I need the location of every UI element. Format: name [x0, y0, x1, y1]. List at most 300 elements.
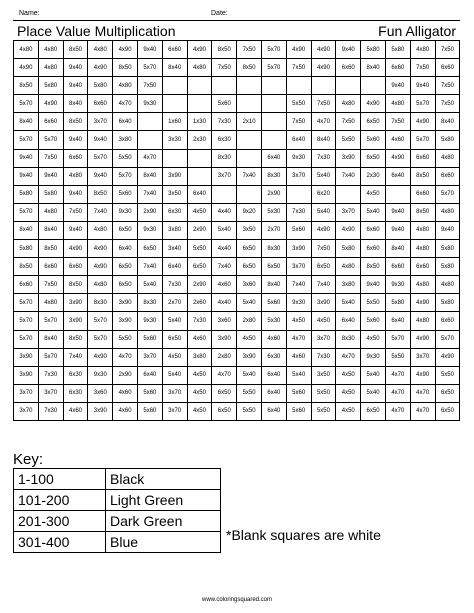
grid-cell: 9x40 — [137, 41, 162, 59]
grid-cell: 8x50 — [38, 240, 63, 258]
grid-row — [14, 276, 460, 294]
grid-cell: 8x30 — [137, 294, 162, 312]
grid-row — [14, 95, 460, 113]
grid-cell: 7x40 — [63, 348, 88, 366]
grid-cell: 4x80 — [38, 203, 63, 221]
key-color: Dark Green — [106, 511, 221, 532]
grid-cell: 7x50 — [38, 149, 63, 167]
grid-cell: 6x50 — [237, 240, 262, 258]
grid-cell: 6x60 — [435, 59, 460, 77]
grid-cell: 5x70 — [14, 330, 39, 348]
grid-cell: 4x40 — [212, 203, 237, 221]
grid-cell: 5x60 — [137, 402, 162, 420]
grid-cell: 9x40 — [385, 221, 410, 239]
grid-cell: 8x40 — [311, 131, 336, 149]
grid-cell: 6x50 — [361, 402, 386, 420]
grid-cell: 9x40 — [14, 167, 39, 185]
grid-cell: 9x40 — [336, 41, 361, 59]
grid-cell: 7x50 — [286, 113, 311, 131]
grid-cell: 4x90 — [410, 294, 435, 312]
grid-row — [14, 384, 460, 402]
grid-cell: 2x90 — [187, 221, 212, 239]
grid-cell: 4x70 — [113, 95, 138, 113]
grid-cell: 3x30 — [162, 131, 187, 149]
grid-cell: 7x40 — [137, 185, 162, 203]
grid-cell: 5x60 — [261, 294, 286, 312]
grid-cell: 8x40 — [63, 95, 88, 113]
grid-cell: 6x60 — [385, 59, 410, 77]
grid-cell — [336, 185, 361, 203]
grid-cell: 4x90 — [385, 149, 410, 167]
grid-cell: 5x60 — [286, 384, 311, 402]
grid-cell: 5x50 — [336, 131, 361, 149]
grid-cell — [187, 95, 212, 113]
grid-cell: 4x90 — [311, 221, 336, 239]
grid-cell: 6x50 — [113, 258, 138, 276]
grid-cell: 4x90 — [88, 348, 113, 366]
grid-cell: 9x40 — [63, 185, 88, 203]
grid-cell: 1x30 — [187, 113, 212, 131]
grid-row — [14, 131, 460, 149]
grid-cell: 4x90 — [38, 95, 63, 113]
grid-cell — [137, 131, 162, 149]
grid-cell: 6x50 — [212, 384, 237, 402]
grid-cell: 6x40 — [113, 240, 138, 258]
grid-cell: 9x40 — [63, 59, 88, 77]
grid-cell: 6x60 — [63, 258, 88, 276]
grid-cell: 9x40 — [435, 221, 460, 239]
grid-cell: 8x50 — [361, 258, 386, 276]
grid-cell: 7x40 — [311, 276, 336, 294]
grid-cell: 5x80 — [385, 41, 410, 59]
grid-cell: 7x50 — [311, 95, 336, 113]
grid-cell: 7x50 — [237, 41, 262, 59]
grid-cell: 5x70 — [14, 131, 39, 149]
grid-cell: 7x40 — [212, 258, 237, 276]
grid-cell: 6x40 — [261, 384, 286, 402]
grid-cell: 3x90 — [63, 294, 88, 312]
grid-cell: 5x60 — [137, 330, 162, 348]
grid-cell: 3x70 — [88, 113, 113, 131]
grid-cell: 8x30 — [261, 240, 286, 258]
grid-cell: 4x90 — [435, 348, 460, 366]
key-range: 301-400 — [14, 532, 106, 553]
grid-cell: 2x30 — [361, 167, 386, 185]
grid-cell: 6x60 — [88, 95, 113, 113]
grid-row — [14, 258, 460, 276]
grid-cell: 2x90 — [261, 185, 286, 203]
grid-cell: 3x90 — [311, 294, 336, 312]
grid-cell: 8x30 — [261, 167, 286, 185]
grid-cell: 9x30 — [361, 348, 386, 366]
grid-cell: 9x40 — [38, 167, 63, 185]
grid-cell: 9x40 — [63, 77, 88, 95]
grid-cell: 9x30 — [286, 294, 311, 312]
grid-cell: 3x50 — [162, 185, 187, 203]
grid-cell: 4x80 — [410, 221, 435, 239]
grid-cell: 3x70 — [14, 402, 39, 420]
grid-cell: 3x60 — [88, 384, 113, 402]
grid-cell: 3x90 — [237, 348, 262, 366]
grid-cell: 4x80 — [38, 294, 63, 312]
grid-cell: 4x90 — [410, 113, 435, 131]
grid-cell: 5x80 — [435, 258, 460, 276]
grid-cell: 3x70 — [286, 258, 311, 276]
grid-cell: 6x50 — [137, 240, 162, 258]
grid-cell: 4x80 — [410, 312, 435, 330]
grid-cell — [212, 185, 237, 203]
worksheet-subtitle: Fun Alligator — [378, 23, 456, 39]
blank-squares-note: *Blank squares are white — [226, 527, 381, 543]
grid-cell: 5x40 — [286, 366, 311, 384]
grid-cell: 4x70 — [385, 366, 410, 384]
grid-cell: 4x60 — [187, 330, 212, 348]
grid-cell: 4x60 — [212, 276, 237, 294]
grid-cell: 2x70 — [261, 221, 286, 239]
grid-cell: 5x80 — [14, 185, 39, 203]
grid-cell: 4x90 — [361, 95, 386, 113]
grid-cell: 6x50 — [212, 402, 237, 420]
grid-cell: 2x30 — [187, 131, 212, 149]
grid-row — [14, 113, 460, 131]
grid-row — [14, 167, 460, 185]
grid-cell: 5x70 — [14, 312, 39, 330]
key-range: 1-100 — [14, 469, 106, 490]
grid-cell — [261, 95, 286, 113]
grid-cell: 4x50 — [187, 402, 212, 420]
grid-cell: 4x80 — [88, 276, 113, 294]
grid-cell: 5x80 — [38, 185, 63, 203]
grid-cell: 4x90 — [410, 330, 435, 348]
grid-cell: 5x30 — [261, 312, 286, 330]
grid-cell: 8x50 — [237, 59, 262, 77]
grid-cell: 4x70 — [311, 113, 336, 131]
grid-cell: 4x50 — [187, 384, 212, 402]
grid-cell: 6x40 — [187, 185, 212, 203]
footer-url: www.coloringsquared.com — [201, 597, 273, 603]
grid-row — [14, 330, 460, 348]
grid-cell: 3x80 — [187, 348, 212, 366]
grid-cell — [137, 113, 162, 131]
grid-cell: 9x30 — [88, 366, 113, 384]
grid-cell: 4x80 — [385, 95, 410, 113]
grid-cell: 4x80 — [435, 276, 460, 294]
grid-cell: 5x80 — [435, 131, 460, 149]
grid-cell: 9x40 — [361, 276, 386, 294]
grid-cell: 4x90 — [88, 240, 113, 258]
grid-cell: 4x50 — [336, 402, 361, 420]
grid-cell: 5x40 — [137, 276, 162, 294]
grid-cell: 9x30 — [286, 149, 311, 167]
grid-cell: 4x80 — [14, 41, 39, 59]
grid-cell — [361, 77, 386, 95]
grid-cell: 5x80 — [435, 294, 460, 312]
grid-cell: 4x50 — [237, 330, 262, 348]
grid-cell: 8x50 — [113, 59, 138, 77]
grid-cell: 3x90 — [14, 366, 39, 384]
grid-cell: 5x50 — [237, 384, 262, 402]
grid-cell: 8x40 — [361, 59, 386, 77]
grid-cell: 3x90 — [113, 294, 138, 312]
grid-cell: 5x70 — [137, 59, 162, 77]
grid-cell: 6x30 — [63, 384, 88, 402]
grid-cell: 4x70 — [385, 402, 410, 420]
grid-cell: 5x60 — [286, 402, 311, 420]
grid-cell: 6x60 — [38, 258, 63, 276]
grid-cell: 7x30 — [212, 113, 237, 131]
grid-cell: 3x70 — [38, 384, 63, 402]
grid-cell: 3x60 — [237, 276, 262, 294]
grid-cell — [311, 77, 336, 95]
grid-cell: 5x70 — [14, 203, 39, 221]
grid-cell: 4x90 — [311, 59, 336, 77]
grid-cell: 4x60 — [261, 330, 286, 348]
grid-cell: 6x60 — [336, 59, 361, 77]
grid-cell: 9x40 — [88, 167, 113, 185]
grid-cell: 5x50 — [237, 402, 262, 420]
grid-cell: 9x30 — [137, 95, 162, 113]
grid-cell: 6x30 — [212, 131, 237, 149]
grid-cell: 6x60 — [435, 312, 460, 330]
grid-cell: 8x40 — [385, 240, 410, 258]
grid-cell: 4x70 — [385, 384, 410, 402]
grid-row — [14, 185, 460, 203]
grid-cell: 6x60 — [410, 258, 435, 276]
name-label: Name: — [19, 10, 40, 17]
grid-cell: 3x50 — [311, 366, 336, 384]
grid-cell: 4x80 — [336, 258, 361, 276]
grid-cell: 6x60 — [14, 276, 39, 294]
grid-cell — [385, 185, 410, 203]
grid-cell: 3x70 — [14, 384, 39, 402]
grid-cell: 4x90 — [14, 59, 39, 77]
key-row — [14, 469, 221, 490]
grid-row — [14, 221, 460, 239]
grid-cell: 6x60 — [385, 258, 410, 276]
grid-cell: 4x40 — [212, 240, 237, 258]
grid-cell: 4x90 — [187, 41, 212, 59]
grid-cell: 2x10 — [237, 113, 262, 131]
grid-cell: 3x90 — [212, 330, 237, 348]
name-date-line — [13, 6, 460, 21]
grid-cell: 6x30 — [261, 348, 286, 366]
key-color: Light Green — [106, 490, 221, 511]
grid-cell: 6x30 — [63, 366, 88, 384]
grid-cell: 6x40 — [261, 366, 286, 384]
grid-cell: 7x50 — [336, 113, 361, 131]
grid-cell: 8x40 — [261, 276, 286, 294]
grid-cell: 8x40 — [38, 330, 63, 348]
grid-cell — [286, 185, 311, 203]
grid-cell: 4x80 — [410, 41, 435, 59]
grid-cell: 4x60 — [385, 131, 410, 149]
grid-cell: 5x70 — [261, 41, 286, 59]
grid-cell: 5x50 — [113, 149, 138, 167]
grid-cell: 5x40 — [311, 203, 336, 221]
grid-cell: 9x30 — [113, 203, 138, 221]
grid-cell — [162, 149, 187, 167]
grid-cell: 5x40 — [162, 312, 187, 330]
grid-cell — [336, 77, 361, 95]
grid-cell — [286, 77, 311, 95]
grid-cell: 8x30 — [336, 330, 361, 348]
grid-cell: 5x40 — [162, 366, 187, 384]
grid-cell: 4x80 — [38, 59, 63, 77]
grid-cell: 4x50 — [162, 348, 187, 366]
grid-row — [14, 203, 460, 221]
grid-cell — [162, 95, 187, 113]
grid-cell: 6x60 — [410, 149, 435, 167]
grid-cell: 4x50 — [286, 312, 311, 330]
grid-cell: 5x70 — [261, 59, 286, 77]
grid-cell: 6x40 — [385, 167, 410, 185]
grid-cell: 2x90 — [137, 203, 162, 221]
grid-cell: 7x50 — [63, 203, 88, 221]
grid-cell: 5x70 — [88, 330, 113, 348]
grid-cell: 7x30 — [286, 203, 311, 221]
grid-cell: 9x40 — [385, 203, 410, 221]
grid-cell: 4x60 — [113, 384, 138, 402]
grid-row — [14, 348, 460, 366]
grid-cell: 7x40 — [137, 258, 162, 276]
grid-cell: 6x60 — [361, 221, 386, 239]
grid-cell: 5x70 — [435, 330, 460, 348]
grid-cell: 5x40 — [237, 366, 262, 384]
grid-cell: 7x50 — [435, 41, 460, 59]
grid-cell: 3x90 — [162, 167, 187, 185]
grid-cell: 5x40 — [237, 294, 262, 312]
grid-cell: 7x50 — [212, 59, 237, 77]
grid-cell: 5x70 — [410, 131, 435, 149]
grid-cell: 4x50 — [187, 203, 212, 221]
grid-row — [14, 312, 460, 330]
key-color: Blue — [106, 532, 221, 553]
grid-cell: 5x40 — [361, 203, 386, 221]
grid-cell: 8x50 — [63, 330, 88, 348]
grid-cell — [261, 77, 286, 95]
grid-cell: 4x70 — [286, 330, 311, 348]
grid-cell: 8x50 — [63, 276, 88, 294]
grid-cell: 3x80 — [162, 221, 187, 239]
grid-cell: 4x70 — [212, 366, 237, 384]
grid-cell: 3x70 — [212, 167, 237, 185]
grid-cell — [261, 113, 286, 131]
grid-cell: 8x50 — [410, 167, 435, 185]
grid-cell: 2x80 — [212, 348, 237, 366]
grid-cell: 8x50 — [63, 113, 88, 131]
grid-cell: 3x70 — [286, 167, 311, 185]
grid-cell: 6x40 — [261, 402, 286, 420]
grid-cell: 6x50 — [311, 258, 336, 276]
grid-cell: 6x50 — [261, 258, 286, 276]
grid-cell: 6x50 — [237, 258, 262, 276]
grid-cell: 5x50 — [311, 402, 336, 420]
grid-cell: 5x80 — [88, 77, 113, 95]
grid-cell — [261, 131, 286, 149]
grid-cell: 4x70 — [410, 402, 435, 420]
grid-cell: 5x80 — [361, 41, 386, 59]
grid-cell: 8x30 — [212, 149, 237, 167]
grid-cell: 8x40 — [14, 113, 39, 131]
grid-cell: 9x40 — [385, 77, 410, 95]
grid-cell: 2x90 — [187, 276, 212, 294]
grid-cell: 4x70 — [137, 149, 162, 167]
grid-cell: 3x70 — [162, 384, 187, 402]
grid-cell: 5x70 — [410, 95, 435, 113]
grid-cell: 5x70 — [88, 149, 113, 167]
grid-cell: 7x30 — [311, 149, 336, 167]
grid-cell: 5x70 — [38, 348, 63, 366]
grid-cell: 4x70 — [336, 348, 361, 366]
grid-cell: 5x50 — [187, 240, 212, 258]
grid-cell — [187, 77, 212, 95]
grid-cell: 7x30 — [311, 348, 336, 366]
grid-cell: 5x30 — [261, 203, 286, 221]
grid-cell: 6x50 — [361, 149, 386, 167]
grid-cell: 8x40 — [38, 221, 63, 239]
grid-cell: 7x50 — [311, 240, 336, 258]
grid-cell: 4x80 — [187, 59, 212, 77]
grid-cell: 4x80 — [410, 240, 435, 258]
grid-cell: 3x80 — [336, 276, 361, 294]
grid-cell: 6x50 — [435, 402, 460, 420]
grid-cell — [237, 185, 262, 203]
grid-cell: 8x30 — [88, 294, 113, 312]
grid-cell: 3x50 — [237, 221, 262, 239]
grid-cell: 6x40 — [261, 149, 286, 167]
grid-cell: 8x40 — [162, 59, 187, 77]
grid-cell: 6x50 — [435, 384, 460, 402]
grid-cell: 8x50 — [63, 41, 88, 59]
grid-cell: 3x40 — [162, 240, 187, 258]
grid-cell: 3x70 — [137, 348, 162, 366]
grid-cell: 5x60 — [137, 384, 162, 402]
grid-cell: 5x40 — [361, 366, 386, 384]
grid-cell: 6x50 — [187, 258, 212, 276]
grid-cell: 4x90 — [113, 41, 138, 59]
grid-cell: 4x90 — [88, 258, 113, 276]
grid-cell: 5x60 — [361, 312, 386, 330]
grid-cell: 5x60 — [113, 185, 138, 203]
grid-cell: 5x50 — [286, 95, 311, 113]
grid-cell: 7x40 — [88, 203, 113, 221]
grid-cell: 6x40 — [113, 113, 138, 131]
grid-cell: 5x40 — [311, 167, 336, 185]
grid-cell: 3x90 — [336, 149, 361, 167]
grid-cell: 4x80 — [63, 167, 88, 185]
grid-cell: 5x50 — [361, 294, 386, 312]
grid-cell: 4x50 — [336, 366, 361, 384]
grid-cell: 3x70 — [311, 330, 336, 348]
grid-cell: 5x70 — [88, 312, 113, 330]
grid-cell: 5x40 — [336, 294, 361, 312]
grid-cell: 5x80 — [385, 294, 410, 312]
grid-cell: 5x40 — [361, 384, 386, 402]
grid-cell: 5x50 — [113, 330, 138, 348]
grid-cell: 4x90 — [63, 240, 88, 258]
grid-row — [14, 149, 460, 167]
grid-cell: 7x30 — [187, 312, 212, 330]
grid-cell: 5x70 — [14, 294, 39, 312]
grid-cell: 5x50 — [385, 348, 410, 366]
grid-cell: 9x30 — [137, 312, 162, 330]
key-range: 101-200 — [14, 490, 106, 511]
grid-cell: 1x60 — [162, 113, 187, 131]
grid-cell: 6x40 — [162, 258, 187, 276]
grid-cell: 6x40 — [385, 312, 410, 330]
grid-cell: 6x50 — [162, 330, 187, 348]
key-row — [14, 490, 221, 511]
